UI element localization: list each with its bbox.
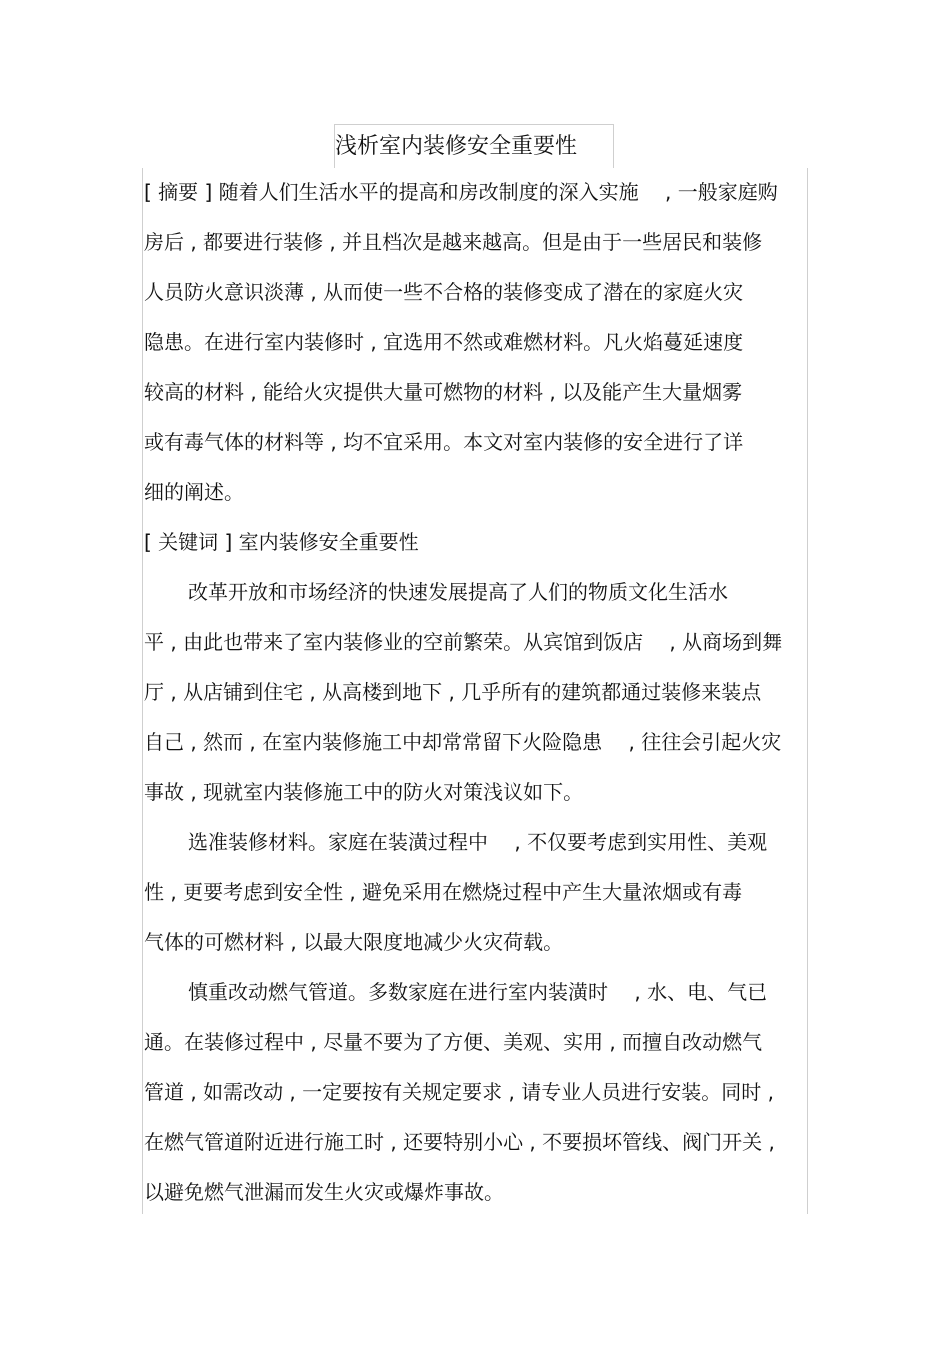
paragraph-1-line-2: 平 , 由此也带来了室内装修业的空前繁荣。从宾馆到饭店 , 从商场到舞 <box>144 630 783 654</box>
abstract-line-7: 细的阐述。 <box>144 480 244 504</box>
paragraph-1-line-4: 自己 , 然而 , 在室内装修施工中却常常留下火险隐患 , 往往会引起火灾 <box>144 730 782 754</box>
paragraph-1-line-3: 厅 , 从店铺到住宅 , 从高楼到地下 , 几乎所有的建筑都通过装修来装点 <box>144 680 762 704</box>
paragraph-1-line-1: 改革开放和市场经济的快速发展提高了人们的物质文化生活水 <box>188 580 728 604</box>
abstract-line-3: 人员防火意识淡薄 , 从而使一些不合格的装修变成了潜在的家庭火灾 <box>144 280 744 304</box>
document-title: 浅析室内装修安全重要性 <box>335 134 578 159</box>
abstract-line-4: 隐患。在进行室内装修时 , 宜选用不然或难燃材料。凡火焰蔓延速度 <box>144 330 744 354</box>
abstract-line-1: [ 摘要 ] 随着人们生活水平的提高和房改制度的深入实施 , 一般家庭购 <box>144 180 778 204</box>
paragraph-1-line-5: 事故 , 现就室内装修施工中的防火对策浅议如下。 <box>144 780 584 804</box>
abstract-line-5: 较高的材料 , 能给火灾提供大量可燃物的材料 , 以及能产生大量烟雾 <box>144 380 743 404</box>
paragraph-2-line-2: 性 , 更要考虑到安全性 , 避免采用在燃烧过程中产生大量浓烟或有毒 <box>144 880 743 904</box>
title-box <box>334 124 614 168</box>
paragraph-3-line-4: 在燃气管道附近进行施工时 , 还要特别小心 , 不要损坏管线、阀门开关 , <box>144 1130 775 1154</box>
paragraph-3-line-2: 通。在装修过程中 , 尽量不要为了方便、美观、实用 , 而擅自改动燃气 <box>144 1030 763 1054</box>
paragraph-3-line-1: 慎重改动燃气管道。多数家庭在进行室内装潢时 , 水、电、气已 <box>188 980 768 1004</box>
paragraph-2-line-3: 气体的可燃材料 , 以最大限度地减少火灾荷载。 <box>144 930 564 954</box>
paragraph-2-line-1: 选准装修材料。家庭在装潢过程中 , 不仅要考虑到实用性、美观 <box>188 830 768 854</box>
abstract-line-2: 房后 , 都要进行装修 , 并且档次是越来越高。但是由于一些居民和装修 <box>144 230 763 254</box>
keywords-line: [ 关键词 ] 室内装修安全重要性 <box>144 530 419 554</box>
paragraph-3-line-5: 以避免燃气泄漏而发生火灾或爆炸事故。 <box>144 1180 504 1204</box>
abstract-line-6: 或有毒气体的材料等 , 均不宜采用。本文对室内装修的安全进行了详 <box>144 430 744 454</box>
paragraph-3-line-3: 管道 , 如需改动 , 一定要按有关规定要求 , 请专业人员进行安装。同时 , <box>144 1080 774 1104</box>
